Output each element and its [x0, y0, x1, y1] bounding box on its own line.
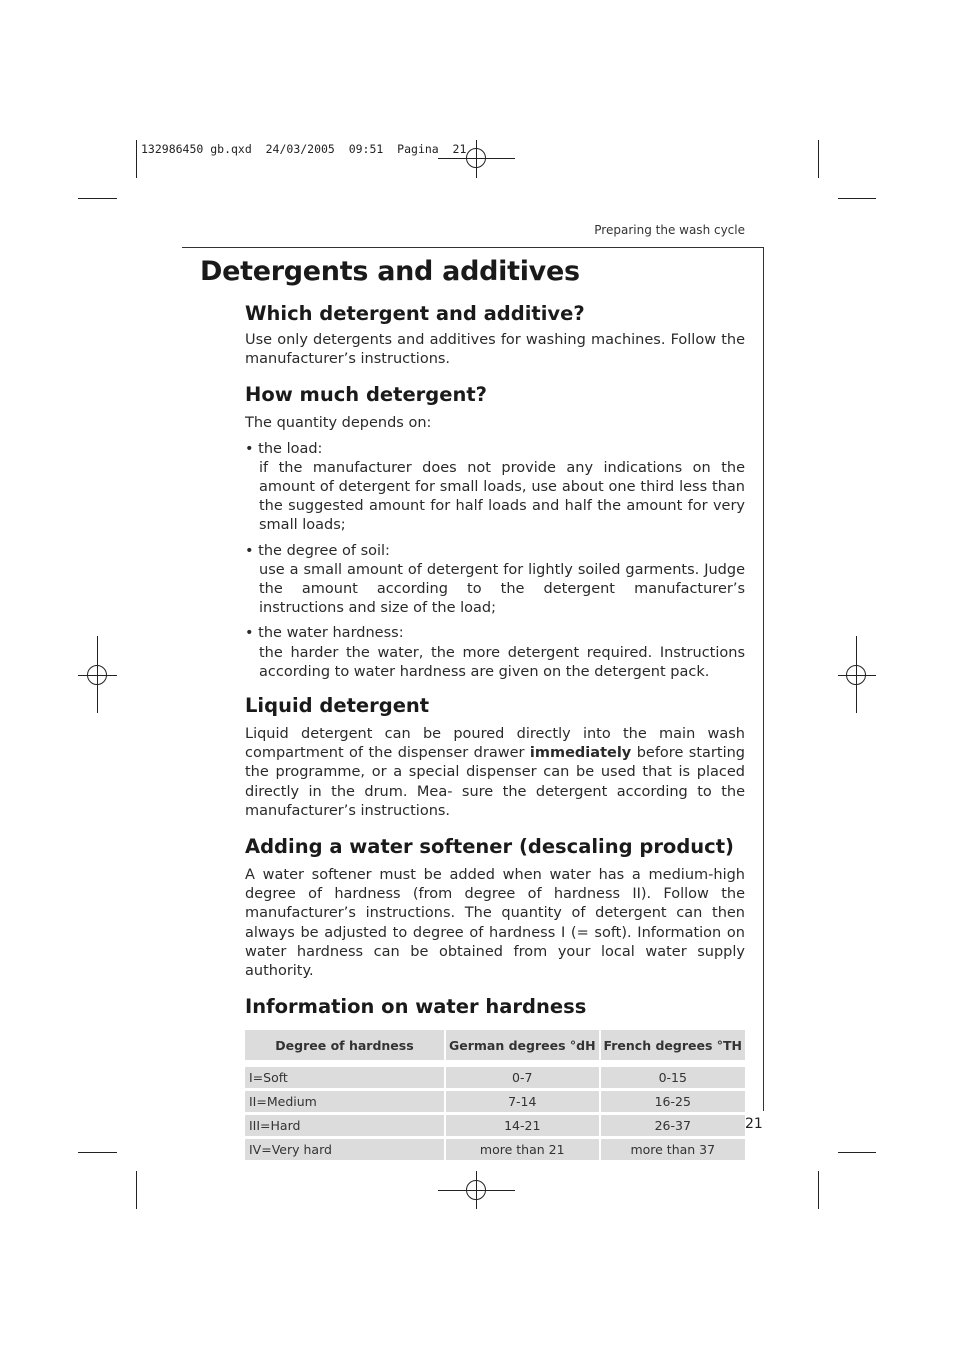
table-row	[245, 1139, 745, 1160]
header-rule	[182, 247, 764, 248]
bullet-water-hardness	[245, 624, 745, 682]
table-header-row	[245, 1030, 745, 1060]
page-number: 21	[745, 1116, 763, 1132]
heading-liquid-detergent: Liquid detergent	[245, 694, 430, 718]
table-cell: more than 37	[601, 1139, 745, 1160]
table-cell: II=Medium	[245, 1091, 444, 1112]
bullet-text: the harder the water, the more detergent required. Instructions according to water hardness are given on the detergent pack.	[259, 644, 745, 680]
heading-water-softener: Adding a water softener (descaling product)	[245, 835, 734, 859]
heading-water-hardness-info: Information on water hardness	[245, 995, 587, 1019]
print-slug: 132986450 gb.qxd 24/03/2005 09:51 Pagina 21	[141, 142, 467, 156]
emphasis-immediately: immediately	[529, 745, 632, 762]
table-row	[245, 1115, 745, 1136]
heading-which-detergent: Which detergent and additive?	[245, 302, 585, 325]
table-row	[245, 1091, 745, 1112]
table-row	[245, 1067, 745, 1088]
table-cell: 16-25	[601, 1091, 745, 1112]
water-hardness-table	[243, 1027, 747, 1163]
table-cell: more than 21	[446, 1139, 599, 1160]
table-cell: IV=Very hard	[245, 1139, 444, 1160]
table-cell: 0-15	[601, 1067, 745, 1088]
table-cell: 26-37	[601, 1115, 745, 1136]
table-cell: I=Soft	[245, 1067, 444, 1088]
bullet-load	[245, 440, 745, 536]
bullet-label: • the load:	[245, 440, 323, 457]
table-cell: 7-14	[446, 1091, 599, 1112]
bullet-label: • the degree of soil:	[245, 542, 390, 559]
bullet-text: use a small amount of detergent for lightly soiled garments. Judge the amount according to the detergent manufacturer’s instructions and size of the load;	[259, 561, 745, 617]
table-cell: 14-21	[446, 1115, 599, 1136]
paragraph-quantity-intro: The quantity depends on:	[245, 415, 432, 432]
column-header: Degree of hardness	[245, 1030, 444, 1060]
column-header: French degrees °TH	[601, 1030, 745, 1060]
bullet-text: if the manufacturer does not provide any indications on the amount of detergent for small loads, use about one third less than the suggested amount for half loads and half the amount for very small loads;	[259, 459, 745, 534]
side-rule	[763, 247, 764, 1111]
paragraph-water-softener: A water softener must be added when water has a medium-high degree of hardness (from degree of hardness II). Follow the manufacturer’s instructions. The quantity of detergent can then always be adjusted to degree of hardness I (= soft). Information on water hardness can be obtained from your local water supply authority.	[245, 867, 745, 980]
paragraph-liquid-detergent: Liquid detergent can be poured directly into the main wash compartment of the dispenser drawer immediately before starting the programme, or a special dispenser can be used that is placed directly in the drum. Mea- sure the detergent according to the manufacturer’s instructions.	[245, 726, 745, 819]
table-cell: 0-7	[446, 1067, 599, 1088]
running-head: Preparing the wash cycle	[594, 223, 745, 237]
heading-how-much: How much detergent?	[245, 383, 487, 407]
paragraph-which-detergent: Use only detergents and additives for washing machines. Follow the manufacturer’s instructions.	[245, 332, 745, 368]
page-title: Detergents and additives	[200, 256, 580, 287]
bullet-label: • the water hardness:	[245, 625, 404, 642]
bullet-soil	[245, 542, 745, 619]
table-cell: III=Hard	[245, 1115, 444, 1136]
main-content	[245, 300, 745, 1163]
column-header: German degrees °dH	[446, 1030, 599, 1060]
